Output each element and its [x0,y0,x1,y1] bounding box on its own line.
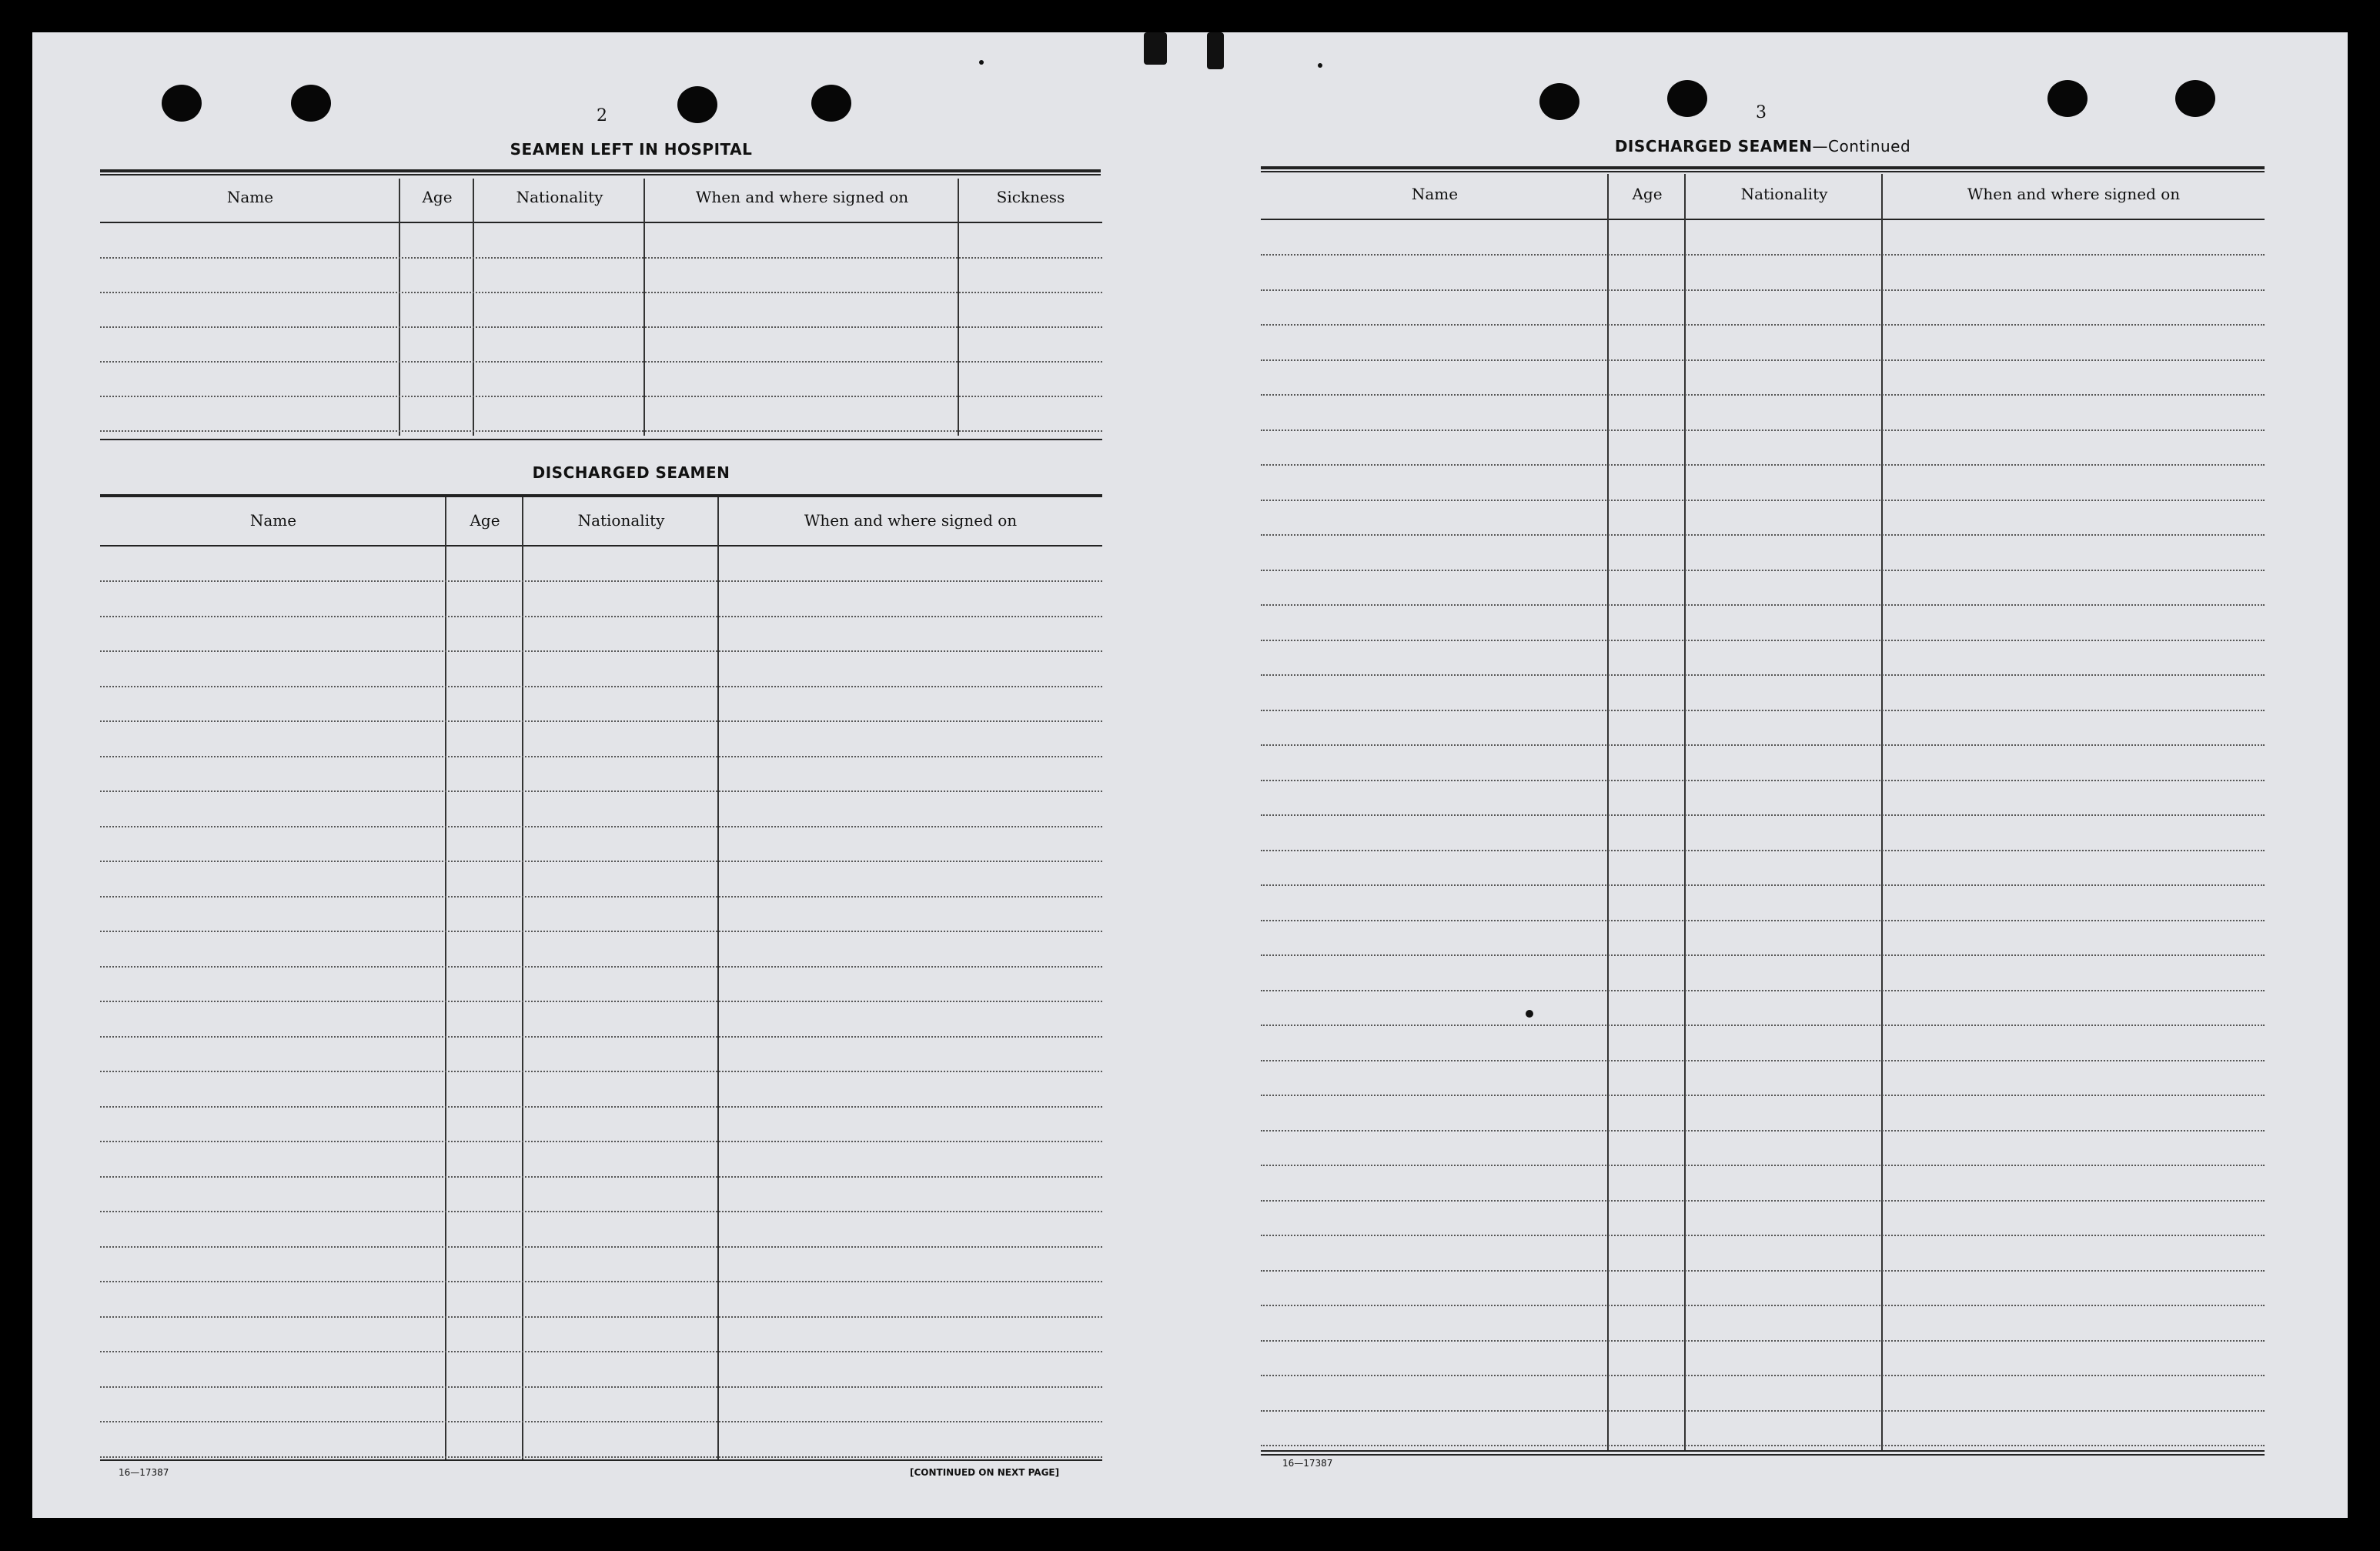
ruled-line [1261,884,2265,886]
ruled-line [100,931,1102,932]
ruled-line [1261,394,2265,396]
ruled-line [100,1071,1102,1072]
punch-hole [2175,80,2215,117]
col-header-age: Age [470,511,500,530]
ruled-line [1261,1200,2265,1202]
ruled-line [1261,1095,2265,1096]
punch-hole [2047,80,2088,117]
col-header-signed-on: When and where signed on [804,511,1018,530]
ruled-line [100,616,1102,617]
continued-note: [CONTINUED ON NEXT PAGE] [910,1467,1060,1478]
punch-hole [1539,83,1579,120]
divider [100,169,1101,172]
document-sheet [32,32,2348,1518]
punch-hole [291,85,331,122]
col-header-name: Name [226,188,274,206]
ruled-line [1261,1410,2265,1412]
ruled-line [100,720,1102,722]
ink-speck [1318,63,1322,68]
discharged-section-title: DISCHARGED SEAMEN [532,463,730,482]
ruled-line [100,396,1102,397]
ruled-line [100,1176,1102,1178]
ruled-line [1261,289,2265,291]
ruled-line [1261,744,2265,746]
ruled-line [1261,1270,2265,1272]
punch-hole [811,85,851,122]
ruled-line [1261,954,2265,956]
col-header-signed-on: When and where signed on [1967,185,2181,203]
ruled-line [100,1211,1102,1212]
ruled-line [1261,1235,2265,1236]
ruled-line [100,326,1102,328]
ruled-line [1261,254,2265,256]
ruled-line [1261,710,2265,711]
ruled-line [1261,990,2265,991]
punch-hole [677,86,717,123]
ruled-line [100,1036,1102,1038]
punch-hole [162,85,202,122]
continued-suffix: —Continued [1812,137,1911,155]
column-divider [1684,174,1686,1450]
page-number-right: 3 [1756,103,1767,122]
column-divider [1607,174,1609,1450]
col-header-name: Name [1411,185,1459,203]
ruled-line [100,966,1102,968]
ruled-line [1261,570,2265,571]
ink-speck [1144,32,1167,65]
ruled-line [1261,1305,2265,1306]
ruled-line [100,1351,1102,1352]
col-header-age: Age [422,188,453,206]
ruled-line [100,1141,1102,1142]
ruled-line [1261,1165,2265,1166]
ruled-line [1261,464,2265,466]
col-header-sickness: Sickness [996,188,1065,206]
ruled-line [100,430,1102,432]
ruled-line [1261,1375,2265,1376]
header-rule [100,545,1102,547]
ruled-line [100,257,1102,259]
ruled-line [100,1246,1102,1248]
discharged-continued-title [1470,137,2055,155]
ruled-line [1261,1445,2265,1446]
form-number-right: 16—17387 [1282,1458,1333,1469]
ruled-line [1261,604,2265,606]
divider [100,494,1102,497]
divider [100,174,1101,175]
ink-speck [979,60,984,65]
ruled-line [100,1281,1102,1282]
col-header-name: Name [249,511,297,530]
ruled-line [100,580,1102,582]
discharged-title-text: DISCHARGED SEAMEN [1614,137,1813,155]
col-header-nationality: Nationality [577,511,665,530]
ruled-line [1261,674,2265,676]
col-header-nationality: Nationality [516,188,603,206]
punch-hole [1667,80,1707,117]
ruled-line [1261,1060,2265,1061]
column-divider [717,497,719,1459]
ruled-line [100,1106,1102,1108]
ruled-line [100,1001,1102,1002]
ruled-line [100,861,1102,862]
ruled-line [100,791,1102,792]
ruled-line [100,896,1102,898]
ruled-line [100,686,1102,687]
ruled-line [100,1456,1102,1458]
divider [1261,1454,2265,1456]
ruled-line [1261,814,2265,816]
ruled-line [100,1421,1102,1422]
ruled-line [1261,430,2265,431]
divider [1261,1450,2265,1452]
header-rule [100,222,1102,223]
col-header-age: Age [1632,185,1663,203]
ruled-line [100,1386,1102,1388]
col-header-nationality: Nationality [1740,185,1828,203]
ruled-line [1261,324,2265,326]
ruled-line [100,1316,1102,1318]
divider [100,1459,1102,1461]
page-number-left: 2 [597,106,607,125]
divider [1261,166,2265,169]
ink-speck [1526,1010,1533,1018]
col-header-signed-on: When and where signed on [695,188,909,206]
ruled-line [1261,500,2265,501]
ruled-line [1261,640,2265,641]
ruled-line [1261,780,2265,781]
ruled-line [100,292,1102,293]
ruled-line [100,361,1102,363]
ruled-line [100,826,1102,827]
ruled-line [100,650,1102,652]
ruled-line [1261,1340,2265,1342]
hospital-section-title: SEAMEN LEFT IN HOSPITAL [510,140,753,159]
divider [100,439,1102,440]
form-number-left: 16—17387 [119,1467,169,1478]
ink-speck [1207,32,1224,69]
ruled-line [1261,1025,2265,1026]
header-rule [1261,219,2265,220]
column-divider [522,497,523,1459]
ruled-line [100,756,1102,757]
column-divider [445,497,446,1459]
ruled-line [1261,920,2265,921]
divider [1261,171,2265,172]
ruled-line [1261,359,2265,361]
ruled-line [1261,1130,2265,1131]
ruled-line [1261,850,2265,851]
ruled-line [1261,534,2265,536]
column-divider [1881,174,1883,1450]
